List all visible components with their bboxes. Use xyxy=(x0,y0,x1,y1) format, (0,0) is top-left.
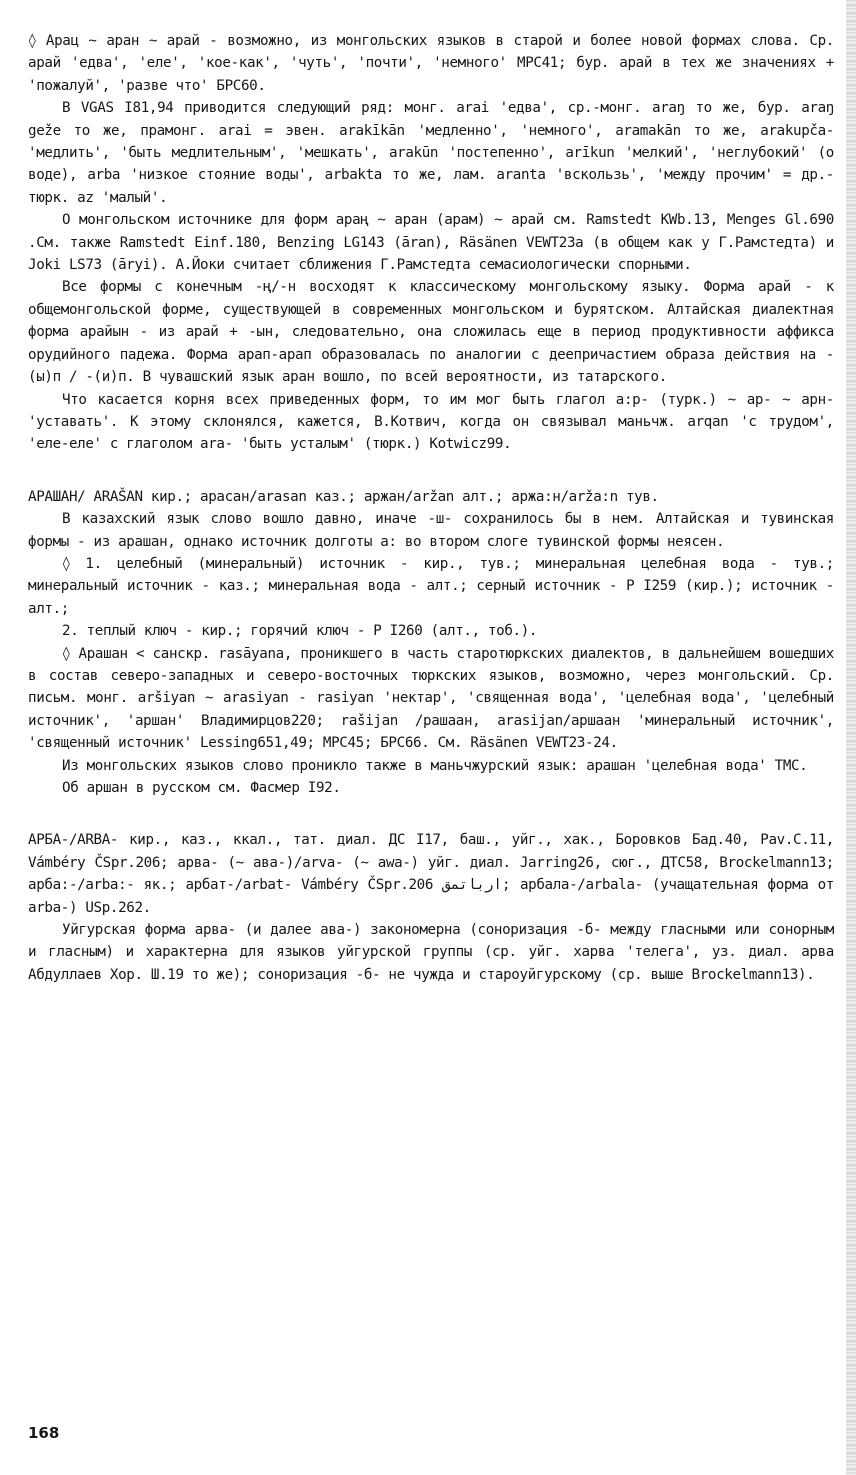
paragraph-vgas-series: В VGAS I81,94 приводится следующий ряд: монг. arai 'едва', ср.-монг. araŋ то же, бур. araŋ geže то же, прамонг. arai = эвен. arakīkān 'медленно', 'немного', aramakān то же, arakupča- 'медлить', 'быть медлительным', 'мешкать', arakūn 'постепенно', arīkun 'мелкий', 'неглубокий' (о воде), arba 'низкое стояние воды', arbakta то же, лам. aranta 'вскользь', 'между прочим' = др.-тюрк. az 'малый'. xyxy=(28,100,834,206)
paragraph-manchu-borrowing: Из монгольских языков слово проникло также в маньчжурский язык: арашан 'целебная вода' ТМС. xyxy=(62,757,808,774)
paragraph-kazakh-borrowing: В казахский язык слово вошло давно, иначе -ш- сохранилось бы в нем. Алтайская и тувинская формы - из арашан, однако источник долготы а: во втором слоге тувинской формы неясен. xyxy=(28,511,834,550)
entry-heading-arashan: АРАШАН/ ARAŠAN кир.; арасан/arasan каз.; аржан/aržan алт.; аржа:н/arža:n тув. xyxy=(28,488,659,505)
paragraph-sanskrit-origin: ◊ Арашан < санскр. rasāyana, проникшего в часть старотюркских диалектов, в дальнейшем вошедших в состав северо-западных и северо-восточных тюркских языков, возможно, через монгольский. Ср. письм. монг. aršiyan ~ arasiyan - rasiyan 'нектар', 'священная вода', 'целебная вода', 'целебный источник', 'аршан' Владимирцов220; rašijan /рашаан, arasijan/аршаан 'минеральный источник', 'священный источник' Lessing651,49; МРС45; БРС66. См. Räsänen VEWT23-24. xyxy=(28,645,834,752)
scan-edge xyxy=(846,0,856,1475)
paragraph-root-origin: Что касается корня всех приведенных форм, то им мог быть глагол а:р- (турк.) ~ ар- ~ арн- 'уставать'. К этому склонялся, кажется, В.Котвич, когда он связывал маньчж. arqan 'с трудом', 'еле-еле' с глаголом ara- 'быть усталым' (тюрк.) Kotwicz99. xyxy=(28,391,834,453)
entry-heading-arba: АРБА-/ARBA- кир., каз., ккал., тат. диал. ДС I17, баш., уйг., хак., Боровков Бад.40, Pav.C.11, Vámbéry ČSpr.206; арва- (~ ава-)/arva- (~ awa-) уйг. диал. Jarring26, сюг., ДТС58, Brockelmann13; арба:-/arba:- як.; арбат-/arbat- Vámbéry ČSpr.206 ارباتمق; арбала-/arbala- (учащательная форма от arba-) USp.262. xyxy=(28,832,834,916)
paragraph-russian-reference: Об аршан в русском см. Фасмер I92. xyxy=(62,780,341,796)
paragraph-aran-etymology: ◊ Арац ~ аран ~ арай - возможно, из монгольских языков в старой и более новой формах слова. Ср. арай 'едва', 'еле', 'кое-как', 'чуть', 'почти', 'немного' МРС41; бур. арай в тех же значениях + 'пожалуй', 'разве что' БРС60. xyxy=(28,33,834,94)
paragraph-meaning-1: ◊ 1. целебный (минеральный) источник - кир., тув.; минеральная целебная вода - тув.; минеральный источник - каз.; минеральная вода - алт.; серный источник - Р I259 (кир.); источник - алт.; xyxy=(28,555,834,617)
paragraph-uyghur-form: Уйгурская форма арва- (и далее ава-) закономерна (соноризация -б- между гласными или сонорным и гласным) и характерна для языков уйгурской группы (ср. уйг. харва 'телега', уз. диал. арва Абдуллаев Хор. Ш.19 то же); соноризация -б- не чужда и староуйгурскому (ср. выше Brockelmann13). xyxy=(28,922,834,983)
document-page xyxy=(28,30,834,986)
paragraph-mongolian-source: О монгольском источнике для форм араң ~ аран (арам) ~ арай см. Ramstedt KWb.13, Menges Gl.690 .См. также Ramstedt Einf.180, Benzing LG143 (āran), Räsänen VEWT23a (в общем как у Г.Рамстедта) и Joki LS73 (āryi). А.Йоки считает сближения Г.Рамстедта семасиологически спорными. xyxy=(28,212,834,274)
paragraph-meaning-2: 2. теплый ключ - кир.; горячий ключ - Р I260 (алт., тоб.). xyxy=(62,623,538,640)
paragraph-final-n-forms: Все формы с конечным -ң/-н восходят к классическому монгольскому языку. Форма арай - к общемонгольской форме, существующей в современных монгольском и бурятском. Алтайская диалектная форма арайын - из арай + -ын, следовательно, она сложилась еще в период продуктивности аффикса орудийного падежа. Форма арап-арап образовалась по аналогии с деепричастием образа действия на -(ы)п / -(и)п. В чувашский язык аран вошло, по всей вероятности, из татарского. xyxy=(28,279,834,386)
page-number: 168 xyxy=(28,1424,60,1442)
